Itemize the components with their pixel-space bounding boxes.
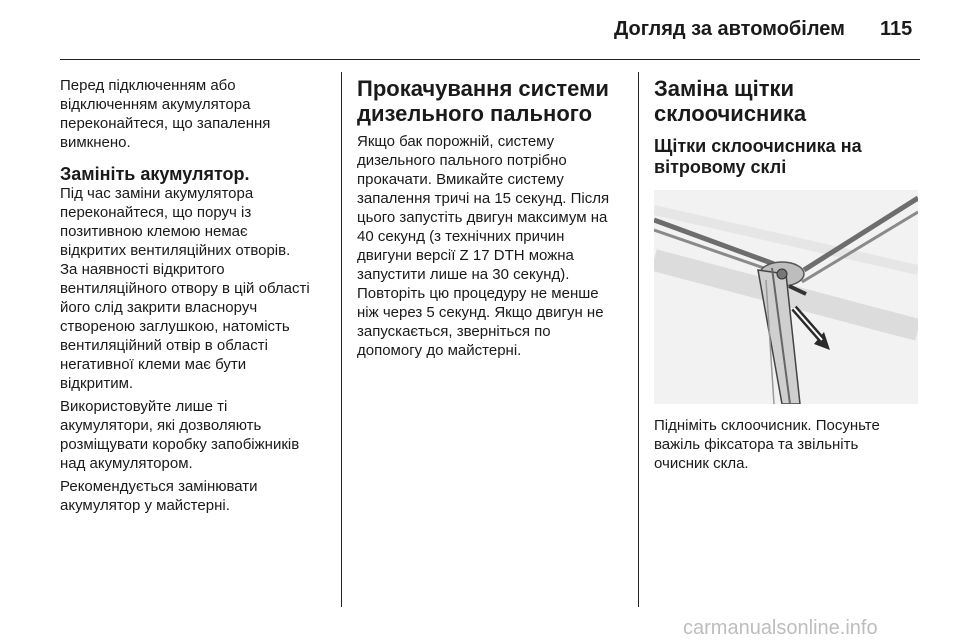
wiper-replace-heading: Заміна щітки склоочисника (654, 76, 807, 126)
battery-replace-heading: Замініть акумулятор. (60, 164, 250, 184)
diesel-bleed-heading: Прокачування системи дизельного пального (357, 76, 609, 126)
wiper-blade-illustration (654, 190, 918, 404)
diesel-bleed-text: Якщо бак порожній, систему дизельного пального потрібно прокачати. Вмикайте систему запалення тричі на 15 секунд. Після цього запустіть двигун максимум на 40 секунд (з технічних причин двигуни версії Z 17 DTH можна запустити лише на 30 секунд). Повторіть цю процедуру не менше ніж через 5 секунд. Якщо двигун не запускається, зверніться по допомогу до майстерні. (357, 133, 610, 359)
battery-workshop-text: Рекомендується замінювати акумулятор у майстерні. (60, 478, 258, 514)
battery-fusebox-text: Використовуйте лише ті акумулятори, які дозволяють розміщувати коробку запобіжників над акумулятором. (60, 398, 300, 472)
column-diesel (357, 76, 625, 364)
column-wiper (654, 76, 920, 477)
header-divider (60, 59, 920, 60)
page-number: 115 (880, 18, 913, 40)
battery-intro-text: Перед підключенням або відключенням акумулятора переконайтеся, що запалення вимкнено. (60, 77, 271, 151)
battery-vent-text: Під час заміни акумулятора переконайтеся, що поруч із позитивною клемою немає відкритих вентиляційних отворів. За наявності відкритого вентиляційного отвору в цій області його слід закрити власноруч створеною заглушкою, натомість вентиляційний отвір в області негативної клеми має бути відкритим. (60, 185, 310, 392)
column-battery (60, 76, 330, 519)
column-divider (341, 72, 342, 607)
watermark: carmanualsonline.info (683, 617, 878, 639)
column-divider (638, 72, 639, 607)
wiper-instruction-text: Підніміть склоочисник. Посуньте важіль фіксатора та звільніть очисник скла. (654, 417, 880, 472)
page-header-title: Догляд за автомобілем (614, 18, 845, 40)
windscreen-wiper-subheading: Щітки склоочисника на вітровому склі (654, 136, 862, 177)
